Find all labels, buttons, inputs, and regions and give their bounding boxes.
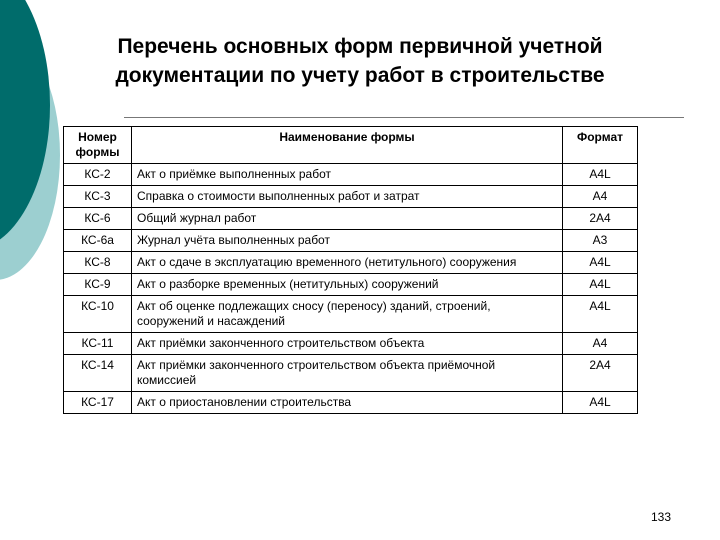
table-row xyxy=(64,230,638,252)
table-row xyxy=(64,296,638,333)
cell-code: КС-2 xyxy=(64,164,132,186)
cell-name: Акт приёмки законченного строительством объекта xyxy=(132,333,563,355)
cell-code: КС-10 xyxy=(64,296,132,333)
cell-name: Акт о приостановлении строительства xyxy=(132,392,563,414)
cell-format: 2А4 xyxy=(563,208,638,230)
cell-code: КС-6 xyxy=(64,208,132,230)
page-number: 133 xyxy=(651,510,672,524)
table-row xyxy=(64,355,638,392)
cell-code: КС-11 xyxy=(64,333,132,355)
table-row xyxy=(64,274,638,296)
cell-format: 2А4 xyxy=(563,355,638,392)
table-row xyxy=(64,164,638,186)
cell-format: А4L xyxy=(563,274,638,296)
title-divider xyxy=(124,117,684,118)
header-name: Наименование формы xyxy=(132,127,563,164)
cell-name: Общий журнал работ xyxy=(132,208,563,230)
cell-format: А4 xyxy=(563,333,638,355)
cell-name: Акт об оценке подлежащих сносу (переносу) зданий, строений, сооружений и насаждений xyxy=(132,296,563,333)
cell-format: А3 xyxy=(563,230,638,252)
table-row xyxy=(64,252,638,274)
page-title: Перечень основных форм первичной учетной документации по учету работ в строительстве xyxy=(115,35,605,87)
table-row xyxy=(64,186,638,208)
cell-code: КС-3 xyxy=(64,186,132,208)
header-format: Формат xyxy=(563,127,638,164)
table-row xyxy=(64,208,638,230)
table-row xyxy=(64,333,638,355)
cell-name: Справка о стоимости выполненных работ и затрат xyxy=(132,186,563,208)
cell-code: КС-17 xyxy=(64,392,132,414)
cell-format: А4L xyxy=(563,252,638,274)
header-number: Номер формы xyxy=(64,127,132,164)
forms-table xyxy=(63,126,638,414)
cell-code: КС-14 xyxy=(64,355,132,392)
cell-name: Акт о сдаче в эксплуатацию временного (нетитульного) сооружения xyxy=(132,252,563,274)
cell-name: Акт о приёмке выполненных работ xyxy=(132,164,563,186)
table-header-row xyxy=(64,127,638,164)
cell-format: А4L xyxy=(563,296,638,333)
cell-format: А4L xyxy=(563,392,638,414)
cell-name: Акт о разборке временных (нетитульных) сооружений xyxy=(132,274,563,296)
cell-code: КС-6а xyxy=(64,230,132,252)
cell-format: А4 xyxy=(563,186,638,208)
cell-code: КС-9 xyxy=(64,274,132,296)
table-row xyxy=(64,392,638,414)
cell-format: А4L xyxy=(563,164,638,186)
cell-name: Акт приёмки законченного строительством объекта приёмочной комиссией xyxy=(132,355,563,392)
cell-code: КС-8 xyxy=(64,252,132,274)
cell-name: Журнал учёта выполненных работ xyxy=(132,230,563,252)
